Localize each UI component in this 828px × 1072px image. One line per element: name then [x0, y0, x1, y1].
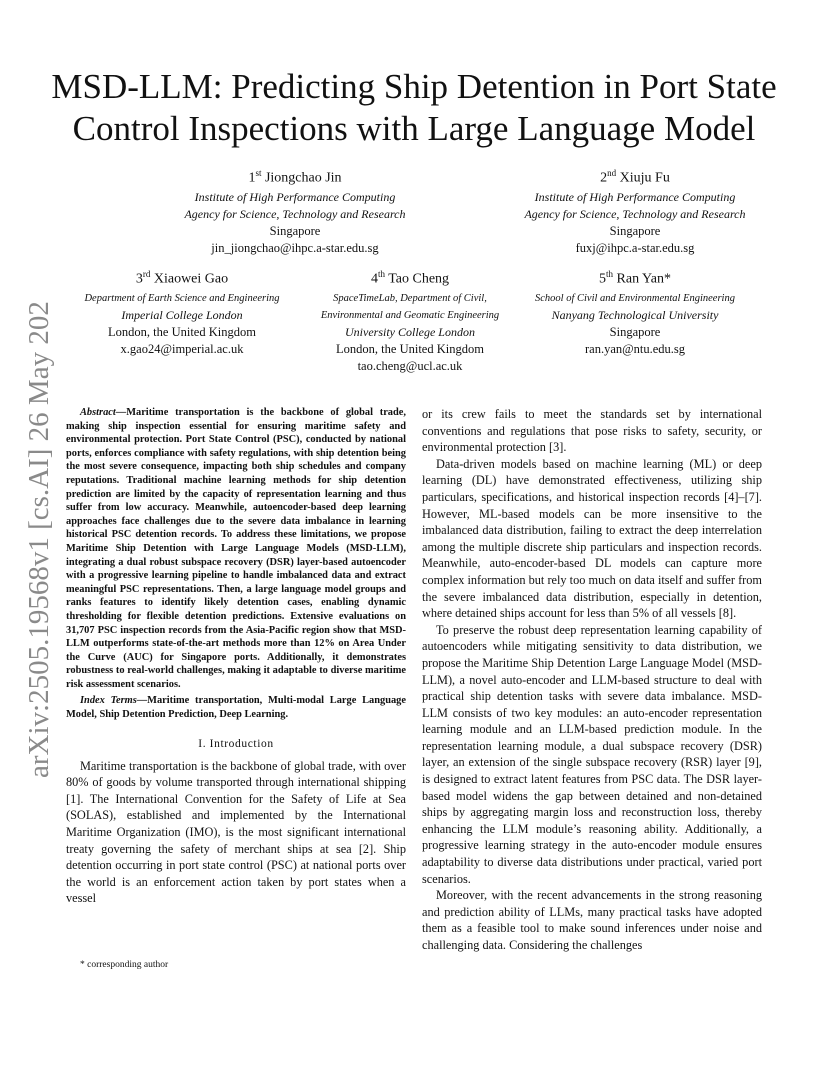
- footnote: [66, 960, 168, 970]
- body-paragraph: To preserve the robust deep representation learning capability of autoencoders while mitigating sensitivity to data distribution, we propose the Maritime Ship Detention Large Language Model (MSD-LLM), a novel auto-encoder and LLM-based structure to deal with practical ship detention tasks with severe data imbalance. MSD-LLM consists of two key modules: an auto-encoder representation learning module and an LLM-based prediction module. In the representation learning module, a dual subspace recovery (DSR) layer, an extension of the single subspace recovery (RSR) layer [9], is designed to extract latent features from PSC data. The DSR layer-based model widens the gap between detained and non-detained ships by aggregating margin loss and reconstruction loss, thereby enhancing the LLM module’s reasoning ability. Additionally, a progressive learning strategy in the auto-encoder module ensures adaptability to diverse data distributions under practical, varied port scenarios.: [422, 622, 762, 886]
- author-affiliation: Agency for Science, Technology and Research: [524, 206, 746, 221]
- author-block: [62, 264, 302, 358]
- author-affiliation: Institute of High Performance Computing: [194, 189, 396, 204]
- author-affiliation: Environmental and Geomatic Engineering: [320, 309, 500, 321]
- author-affiliation: Department of Earth Science and Engineering: [84, 292, 280, 304]
- abstract-label: Abstract: [80, 407, 116, 418]
- author-email: jin_jiongchao@ihpc.a-star.edu.sg: [211, 240, 379, 255]
- author-email: fuxj@ihpc.a-star.edu.sg: [575, 240, 695, 255]
- section-heading: I. Introduction: [198, 737, 274, 750]
- author-affiliation: Nanyang Technological University: [551, 307, 719, 322]
- author-affiliation: University College London: [345, 324, 475, 339]
- author-name: 2nd Xiuju Fu: [600, 168, 670, 186]
- author-block: [515, 264, 755, 358]
- author-affiliation: School of Civil and Environmental Engineering: [535, 292, 735, 304]
- right-column: [422, 406, 762, 954]
- abstract: [66, 406, 406, 691]
- footnote-text: corresponding author: [87, 960, 169, 970]
- author-email: x.gao24@imperial.ac.uk: [120, 341, 244, 356]
- intro-paragraph: Maritime transportation is the backbone of global trade, with over 80% of goods by volume transported through international shipping [1]. The International Convention for the Safety of Life at Sea (SOLAS), established and implemented by the International Maritime Organization (IMO), is the most significant international treaty governing the safety of merchant ships at sea [2]. Ship detention occurring in port state control (PSC) at national ports over the world is an enforcement action taken by port states when a vessel: [66, 758, 406, 906]
- author-affiliation: Institute of High Performance Computing: [534, 189, 736, 204]
- author-name: 1st Jiongchao Jin: [248, 168, 342, 186]
- arxiv-identifier-text: arXiv:2505.19568v1 [cs.AI] 26 May 2025: [23, 300, 55, 778]
- paper-title: MSD-LLM: Predicting Ship Detention in Port State Control Inspections with Large Language Model: [51, 67, 777, 148]
- footnote-mark: *: [80, 960, 85, 970]
- body-paragraph: or its crew fails to meet the standards set by international conventions and regulations that pose risks to safety, security, or environmental protection [3].: [422, 407, 762, 455]
- author-block: [150, 163, 440, 257]
- author-name: 3rd Xiaowei Gao: [135, 269, 229, 287]
- index-terms-label: Index Terms: [80, 695, 137, 707]
- body-paragraph: Data-driven models based on machine learning (ML) or deep learning (DL) have demonstrated effectiveness, utilizing ship particulars, specifications, and historical inspection records [4]–[7]. However, ML-based models can be more insensitive to the imbalanced data distribution, failing to extract the deep interrelation among the multiple discrete ship particulars and inspection records. Meanwhile, auto-encoder-based DL models can capture more complex information but rely too much on data itself and suffer from the severe imbalanced data distribution, especially in detention, where detained ships account for less than 5% of all vessels [8].: [422, 456, 762, 621]
- author-location: Singapore: [609, 324, 661, 339]
- arxiv-identifier-stamp: [6, 300, 64, 790]
- author-name: 5th Ran Yan*: [599, 269, 671, 287]
- index-terms-text: —Maritime transportation, Multi-modal Large Language Model, Ship Detention Prediction, Deep Learning.: [66, 695, 406, 721]
- author-location: Singapore: [269, 223, 321, 238]
- author-location: London, the United Kingdom: [336, 341, 484, 356]
- author-block: [490, 163, 780, 257]
- body-paragraph: Moreover, with the recent advancements in the strong reasoning and prediction ability of LLMs, many practical tasks have adopted them as a feasible tool to make sound inferences under noise and challenging data. Considering the challenges: [422, 888, 762, 952]
- author-affiliation: Agency for Science, Technology and Research: [184, 206, 406, 221]
- left-column: [66, 406, 406, 907]
- author-location: Singapore: [609, 223, 661, 238]
- author-email: ran.yan@ntu.edu.sg: [584, 341, 686, 356]
- author-name: 4th Tao Cheng: [370, 269, 450, 287]
- author-block: [300, 264, 520, 375]
- author-location: London, the United Kingdom: [108, 324, 256, 339]
- index-terms: [66, 694, 406, 721]
- author-affiliation: Imperial College London: [121, 307, 243, 322]
- author-affiliation: SpaceTimeLab, Department of Civil,: [333, 292, 487, 304]
- abstract-text: —Maritime transportation is the backbone of global trade, making ship inspection essential for ensuring maritime safety and environmental protection. Port State Control (PSC), conducted by national ports, enforces compliance with safety regulations, with ship detention being the most severe consequence, impacting both ship schedules and company reputations. Traditional machine learning methods for ship detention prediction are limited by the capacity of representation learning and thus suffer from low accuracy. Meanwhile, autoencoder-based deep learning approaches face challenges due to the severe data imbalance in learning historical PSC detention records. To address these limitations, we propose Maritime Ship Detention with Large Language Models (MSD-LLM), integrating a dual robust subspace recovery (DSR) layer-based autoencoder with a progressive learning pipeline to handle imbalanced data and extract meaningful PSC representations. Then, a large language model groups and ranks features to identify likely detention cases, enabling dynamic thresholding for flexible detention predictions. Extensive evaluations on 31,707 PSC inspection records from the Asia-Pacific region show that MSD-LLM outperforms state-of-the-art methods more than 12% on Area Under the Curve (AUC) for Singapore ports. Additionally, it demonstrates robustness to real-world challenges, making it adaptable to diverse maritime risk assessment scenarios.: [66, 407, 406, 690]
- author-email: tao.cheng@ucl.ac.uk: [357, 358, 463, 373]
